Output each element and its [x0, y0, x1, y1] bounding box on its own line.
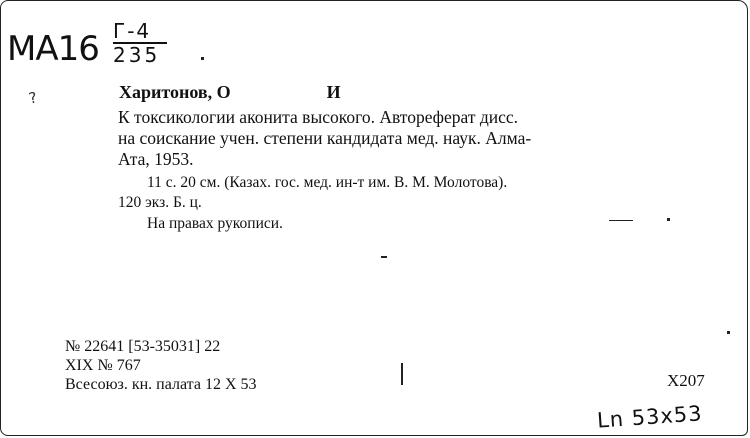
title-line: на соискание учен. степени кандидата мед. наук. Алма-: [118, 128, 532, 148]
title-line: Ата, 1953.: [118, 149, 194, 169]
ink-speck: [667, 218, 670, 221]
shelfmark-fraction-bottom: 235: [113, 43, 161, 67]
ink-speck: [201, 57, 204, 60]
corner-note: Ln 53x53: [596, 401, 704, 433]
author-heading: [119, 82, 341, 103]
author-initial: И: [326, 82, 341, 102]
title-line: К токсикологии аконита высокого. Автореферат дисс.: [118, 107, 519, 127]
ink-speck: [609, 220, 633, 221]
author-name: Харитонов, О: [119, 82, 231, 102]
ink-speck: [727, 331, 730, 334]
edition-info: 120 экз. Б. ц.: [118, 194, 202, 211]
shelfmark-main: MA16: [7, 29, 99, 69]
ink-speck: [381, 256, 387, 258]
book-chamber: Всесоюз. кн. палата 12 X 53: [65, 376, 257, 393]
physical-description: 11 с. 20 см. (Казах. гос. мед. ин-т им. В. М. Молотова).: [147, 174, 508, 191]
rights-note: На правах рукописи.: [147, 215, 283, 232]
ink-speck: [401, 363, 403, 385]
registry-series: XIX № 767: [65, 357, 141, 374]
shelfmark-fraction-top: Г-4: [113, 19, 152, 43]
shelfmark-fraction: [113, 21, 167, 65]
classification-code: X207: [667, 371, 705, 390]
registry-number: № 22641 [53-35031] 22: [65, 338, 221, 355]
margin-note: ?: [27, 88, 39, 108]
